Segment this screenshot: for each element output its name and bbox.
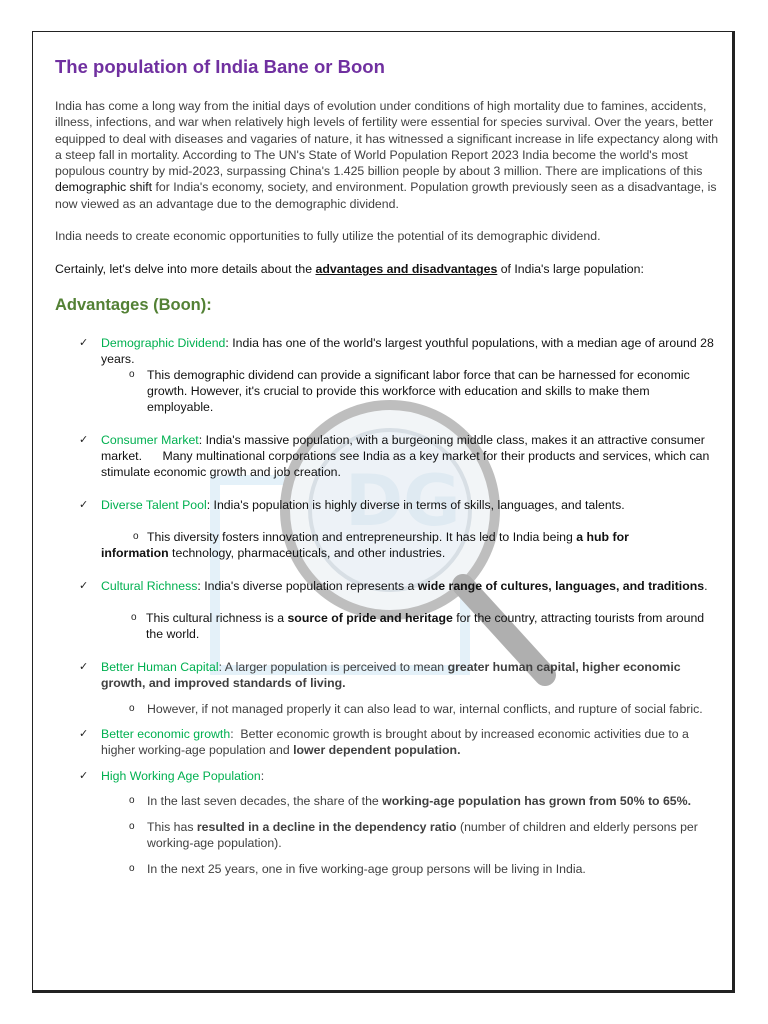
list-item-better-human-capital: ✓ Better Human Capital: A larger population is perceived to mean greater human capital, higher economic growth, and improved standards of living. — [79, 659, 681, 690]
term-label: Better Human Capital — [101, 659, 219, 674]
list-item-demographic-dividend: ✓ Demographic Dividend: India has one of the world's largest youthful populations, with a median age of around 28 years. — [79, 335, 714, 366]
checkmark-icon: ✓ — [79, 433, 89, 446]
demographic-shift-text: demographic shift — [55, 180, 156, 195]
term-label: Consumer Market — [101, 432, 199, 447]
list-item-cultural-richness: ✓ Cultural Richness: India's diverse population represents a wide range of cultures, languages, and traditions. — [79, 578, 708, 593]
list-item-consumer-market: ✓ Consumer Market: India's massive population, with a burgeoning middle class, makes it an attractive consumer market. Many multinational corporations see India as a key market for their products and services, which can stimulate economic growth and job creation. — [79, 432, 713, 479]
bullet-icon: o — [131, 611, 137, 623]
checkmark-icon: ✓ — [79, 498, 89, 511]
bullet-icon: o — [129, 862, 135, 874]
term-label: High Working Age Population — [101, 768, 261, 783]
bullet-icon: o — [133, 530, 139, 542]
checkmark-icon: ✓ — [79, 727, 89, 740]
bullet-icon: o — [129, 368, 135, 380]
sub-item: o In the next 25 years, one in five working-age group persons will be living in India. — [129, 861, 586, 876]
checkmark-icon: ✓ — [79, 579, 89, 592]
sub-item: o In the last seven decades, the share of the working-age population has grown from 50% to 65%. — [129, 793, 691, 808]
sub-item: o However, if not managed properly it can also lead to war, internal conflicts, and rupture of social fabric. — [129, 701, 703, 716]
checkmark-icon: ✓ — [79, 660, 89, 673]
page-title: The population of India Bane or Boon — [55, 56, 385, 77]
term-label: Better economic growth — [101, 726, 231, 741]
advantages-list — [55, 335, 719, 877]
intro-paragraph: India has come a long way from the initial days of evolution under conditions of high mortality due to famines, accidents, illness, infections, and war when relatively high levels of fertility were essential for species survival. Over the years, better equipped to deal with diseases and vagaries of nature, it has witnessed a significant increase in life expectancy along with a steep fall in mortality. According to The UN's State of World Population Report 2023 India become the world's most populous country by mid-2023, surpassing China's 1.425 billion people by about 3 million. There are implications of this demographic shift for India's economy, society, and environment. Population growth previously seen as a disadvantage, is now viewed as an advantage due to the demographic dividend. — [55, 99, 719, 211]
list-item-better-economic-growth: ✓ Better economic growth: Better economic growth is brought about by increased economic activities due to a higher working-age population and lower dependent population. — [79, 726, 693, 757]
list-item-diverse-talent-pool: ✓ Diverse Talent Pool: India's population is highly diverse in terms of skills, languages, and talents. — [79, 497, 625, 512]
term-label: Cultural Richness — [101, 578, 198, 593]
bullet-icon: o — [129, 820, 135, 832]
advantages-heading: Advantages (Boon): — [55, 295, 212, 314]
checkmark-icon: ✓ — [79, 769, 89, 782]
sub-item: o This demographic dividend can provide a significant labor force that can be harnessed for economic growth. However, it's crucial to provide this workforce with education and skills to make them employable. — [129, 367, 690, 414]
intro-paragraph-3: Certainly, let's delve into more details about the advantages and disadvantages of India's large population: — [55, 262, 644, 277]
bullet-icon: o — [129, 794, 135, 806]
svg-text:DG: DG — [345, 460, 461, 542]
advantages-disadvantages-link: advantages and disadvantages — [315, 262, 498, 277]
sub-item: o This has resulted in a decline in the dependency ratio (number of children and elderly persons per working-age population). — [129, 819, 698, 850]
sub-item: o This diversity fosters innovation and entrepreneurship. It has led to India being a hub for information technology, pharmaceuticals, and other industries. — [101, 529, 629, 560]
checkmark-icon: ✓ — [79, 336, 89, 349]
sub-item: o This cultural richness is a source of pride and heritage for the country, attracting tourists from around the world. — [131, 610, 705, 641]
intro-paragraph-2: India needs to create economic opportunities to fully utilize the potential of its demographic dividend. — [55, 229, 601, 244]
term-label: Diverse Talent Pool — [101, 497, 207, 512]
bullet-icon: o — [129, 702, 135, 714]
term-label: Demographic Dividend — [101, 335, 226, 350]
list-item-high-working-age: ✓ High Working Age Population: — [79, 768, 265, 783]
